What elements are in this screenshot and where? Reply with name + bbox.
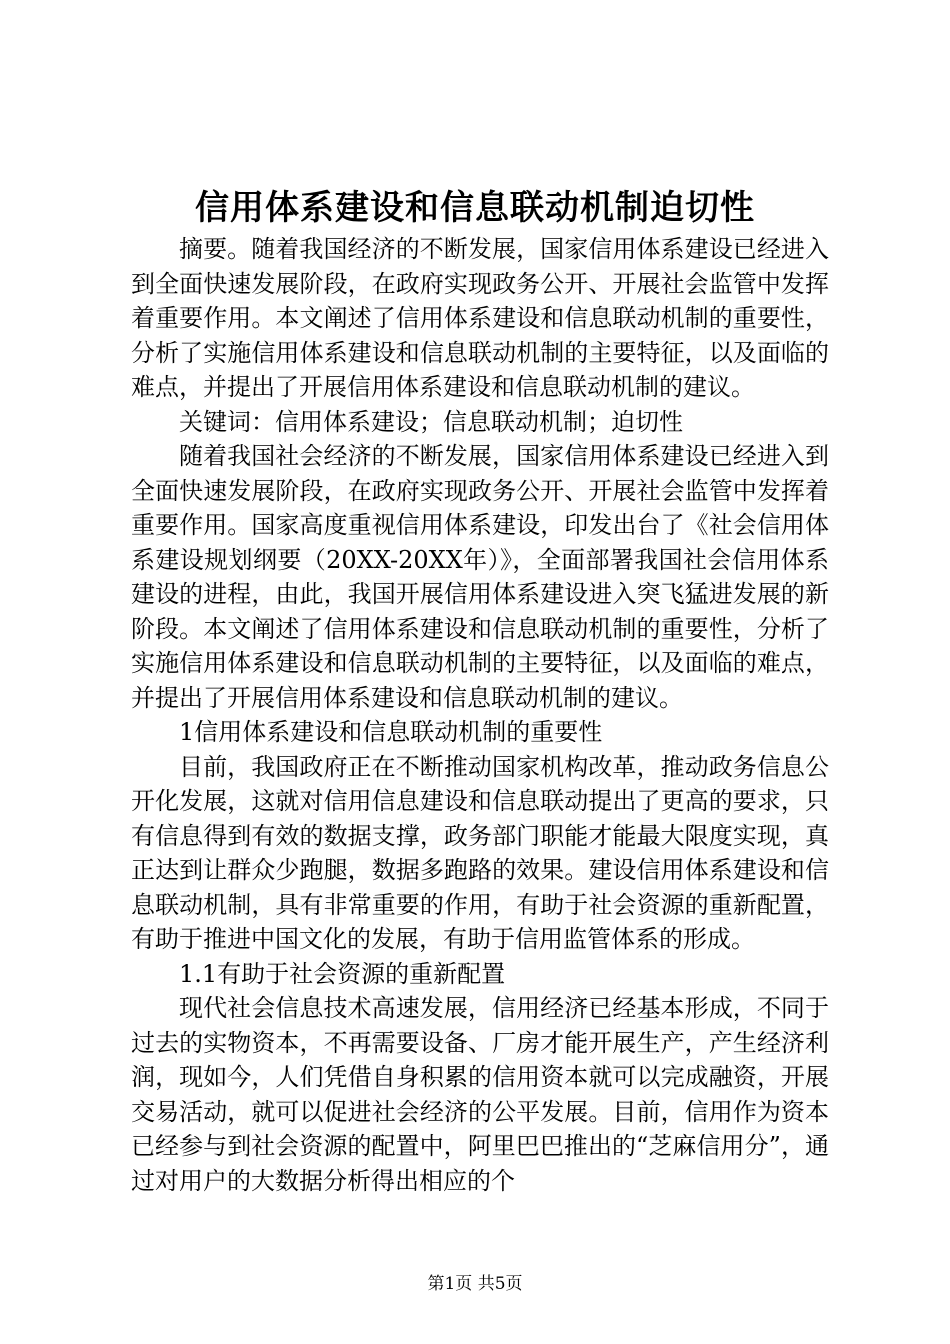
section-1-paragraph: 目前，我国政府正在不断推动国家机构改革，推动政务信息公开化发展，这就对信用信息建设和信息联动提出了更高的要求，只有信息得到有效的数据支撑，政务部门职能才能最大限度实现，真正达到让群众少跑腿，数据多跑路的效果。建设信用体系建设和信息联动机制，具有非常重要的作用，有助于社会资源的重新配置，有助于推进中国文化的发展，有助于信用监管体系的形成。 — [131, 752, 829, 953]
section-heading-1-1: 1.1有助于社会资源的重新配置 — [179, 959, 506, 988]
page-footer: 第1页 共5页 — [427, 1274, 523, 1294]
abstract-paragraph: 摘要。随着我国经济的不断发展，国家信用体系建设已经进入到全面快速发展阶段，在政府实现政务公开、开展社会监管中发挥着重要作用。本文阐述了信用体系建设和信息联动机制的重要性，分析了实施信用体系建设和信息联动机制的主要特征，以及面临的难点，并提出了开展信用体系建设和信息联动机制的建议。 — [131, 235, 829, 401]
section-heading-1: 1信用体系建设和信息联动机制的重要性 — [179, 718, 603, 746]
document-body — [131, 232, 829, 1198]
document-title: 信用体系建设和信息联动机制迫切性 — [195, 188, 755, 228]
intro-paragraph: 随着我国社会经济的不断发展，国家信用体系建设已经进入到全面快速发展阶段，在政府实现政务公开、开展社会监管中发挥着重要作用。国家高度重视信用体系建设，印发出台了《社会信用体系建设规划纲要（20XX-20XX年）》，全面部署我国社会信用体系建设的进程，由此，我国开展信用体系建设进入突飞猛进发展的新阶段。本文阐述了信用体系建设和信息联动机制的重要性，分析了实施信用体系建设和信息联动机制的主要特征，以及面临的难点，并提出了开展信用体系建设和信息联动机制的建议。 — [131, 442, 829, 712]
section-1-1-paragraph: 现代社会信息技术高速发展，信用经济已经基本形成，不同于过去的实物资本，不再需要设备、厂房才能开展生产，产生经济利润，现如今，人们凭借自身积累的信用资本就可以完成融资，开展交易活动，就可以促进社会经济的公平发展。目前，信用作为资本已经参与到社会资源的配置中，阿里巴巴推出的“芝麻信用分”，通过对用户的大数据分析得出相应的个 — [131, 994, 829, 1195]
keywords-paragraph: 关键词：信用体系建设；信息联动机制；迫切性 — [179, 407, 683, 436]
